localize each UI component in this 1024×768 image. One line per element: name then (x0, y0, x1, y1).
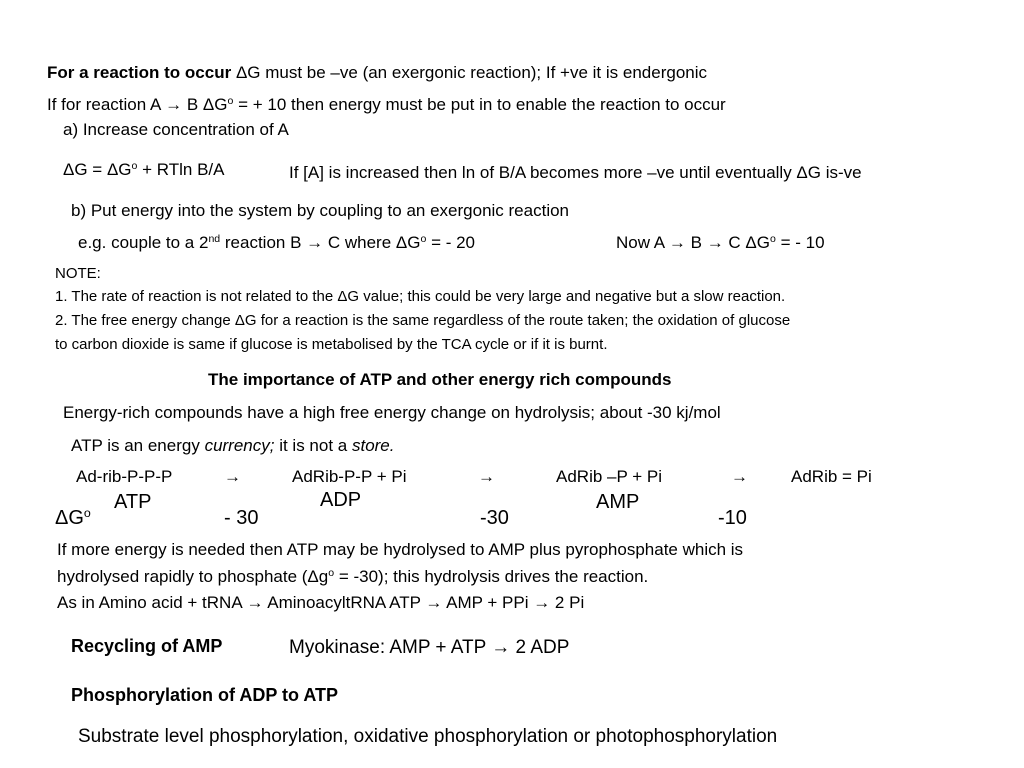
reaction-adrib: AdRib = Pi (791, 467, 872, 486)
intro-line2-post: = + 10 then energy must be put in to enable the reaction to occur (233, 95, 726, 114)
label-adp: ADP (320, 489, 362, 511)
eg-pre: e.g. couple to a 2 (78, 233, 209, 252)
delta-g-label (55, 507, 91, 530)
more-energy-line-1: If more energy is needed then ATP may be hydrolysed to AMP plus pyrophosphate which is (57, 540, 744, 559)
note-item-2a: 2. The free energy change ΔG for a reaction is the same regardless of the route taken; the oxidation of glucose (55, 312, 791, 329)
option-b: b) Put energy into the system by coupling to an exergonic reaction (71, 201, 570, 220)
currency-store: store. (351, 436, 395, 455)
eg-post: = - 20 (426, 233, 476, 252)
intro-heading-rest: ΔG must be –ve (an exergonic reaction); If +ve it is endergonic (235, 63, 707, 82)
atp-currency-line (71, 436, 395, 456)
eg-sup: nd (208, 233, 221, 246)
dg-sup: o (83, 506, 91, 521)
delta-g-value-2: -30 (480, 507, 509, 529)
equation-note: If [A] is increased then ln of B/A becomes more –ve until eventually ΔG is-ve (289, 163, 862, 182)
eq-post: + RTln B/A (137, 160, 225, 179)
delta-g-value-3: -10 (718, 507, 747, 529)
now-sup: o (770, 233, 776, 246)
free-energy-equation (63, 160, 224, 180)
reaction-arrow-3: → (731, 467, 748, 486)
currency-pre: ATP is an energy (71, 436, 205, 455)
intro-heading-bold: For a reaction to occur (47, 63, 232, 82)
coupled-result (616, 233, 825, 253)
reaction-amp: AdRib –P + Pi (556, 467, 663, 486)
now-pre: Now A → B → C ΔG (616, 233, 771, 252)
atp-section-title: The importance of ATP and other energy rich compounds (208, 370, 672, 389)
intro-line2-pre: If for reaction A → B ΔG (47, 95, 228, 114)
note-item-1: 1. The rate of reaction is not related to the ΔG value; this could be very large and negative but a slow reaction. (55, 288, 786, 305)
recycling-title: Recycling of AMP (71, 636, 223, 656)
delta-g-value-1: - 30 (224, 507, 259, 529)
more2-pre: hydrolysed rapidly to phosphate (Δg (57, 567, 329, 586)
more2-post: = -30); this hydrolysis drives the reaction. (334, 567, 649, 586)
reaction-arrow-1: → (224, 467, 241, 486)
note-label: NOTE: (55, 265, 101, 282)
eg-sup2: o (420, 233, 427, 246)
reaction-atp: Ad-rib-P-P-P (76, 467, 173, 486)
reaction-arrow-2: → (478, 467, 495, 486)
option-a: a) Increase concentration of A (63, 120, 289, 139)
currency-mid: it is not a (274, 436, 352, 455)
reaction-adp: AdRib-P-P + Pi (292, 467, 407, 486)
eq-pre: ΔG = ΔG (63, 160, 132, 179)
phosphorylation-title: Phosphorylation of ADP to ATP (71, 685, 338, 705)
label-amp: AMP (596, 491, 640, 513)
eg-mid: reaction B → C where ΔG (220, 233, 421, 252)
currency-word: currency; (204, 436, 275, 455)
more-energy-line-3: As in Amino acid + tRNA → AminoacyltRNA ATP → AMP + PPi → 2 Pi (57, 593, 585, 612)
intro-line2-sup: o (227, 95, 234, 108)
coupling-example (78, 233, 475, 253)
label-atp: ATP (114, 491, 152, 513)
energy-rich-line: Energy-rich compounds have a high free energy change on hydrolysis; about -30 kj/mol (63, 403, 721, 422)
intro-heading (47, 63, 707, 83)
note-item-2b: to carbon dioxide is same if glucose is metabolised by the TCA cycle or if it is burnt. (55, 336, 608, 353)
eq-sup: o (131, 160, 138, 173)
phosphorylation-types: Substrate level phosphorylation, oxidative phosphorylation or photophosphorylation (78, 726, 778, 747)
dg-pre: ΔG (55, 507, 84, 529)
intro-line2 (47, 95, 726, 115)
myokinase-reaction: Myokinase: AMP + ATP → 2 ADP (289, 637, 570, 658)
more2-sup: o (328, 567, 335, 580)
now-post: = - 10 (775, 233, 825, 252)
more-energy-line-2 (57, 567, 648, 587)
